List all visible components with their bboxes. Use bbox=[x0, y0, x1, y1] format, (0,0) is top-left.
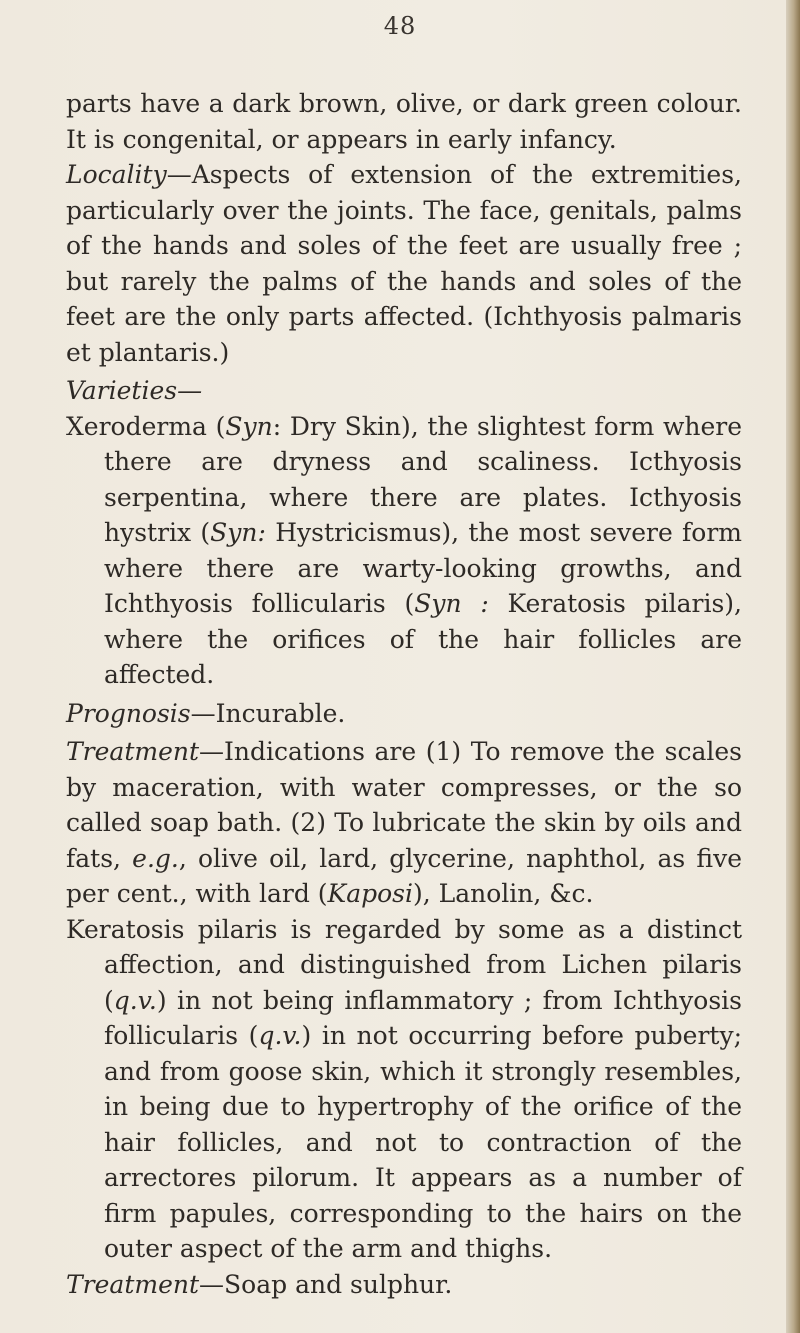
section-heading-prognosis: Prognosis bbox=[66, 698, 191, 728]
paragraph-text: parts have a dark brown, olive, or dark green colour. It is congenital, or appears in early infancy. bbox=[66, 89, 742, 154]
section-heading-varieties: Varieties— bbox=[66, 376, 203, 405]
paragraph-continuation bbox=[66, 86, 742, 157]
synonym-label: Syn bbox=[225, 411, 273, 441]
page-number: 48 bbox=[383, 12, 417, 40]
paragraph-treatment bbox=[66, 734, 742, 912]
synonym-label: Syn: bbox=[210, 518, 266, 547]
paragraph-text: ) in not occurring before puberty; and from goose skin, which it strongly resembles, in being due to hypertrophy of the orifice of the hair follicles, and not to contraction of the arrectores pilorum. It appears as a number of firm papules, corresponding to the hairs on the outer aspect of the arm and thighs. bbox=[104, 1021, 743, 1263]
section-heading-treatment: Treatment bbox=[66, 737, 200, 766]
section-heading-locality: Locality bbox=[66, 160, 167, 189]
paragraph-treatment-2 bbox=[66, 1267, 742, 1303]
paragraph-text: Hystricismus), the most severe form where there are warty-looking growths, and Ichthyosis follicularis ( bbox=[104, 518, 742, 618]
cross-reference: q.v. bbox=[113, 985, 157, 1015]
paragraph-locality bbox=[66, 157, 742, 370]
paragraph-text: ), Lanolin, &c. bbox=[413, 879, 594, 908]
paragraph-text: ) in not being inflammatory ; from Ichthyosis follicularis ( bbox=[104, 985, 742, 1050]
synonym-label: Syn : bbox=[414, 589, 489, 618]
abbreviation: e.g. bbox=[132, 843, 179, 873]
page-edge bbox=[786, 0, 800, 1333]
paragraph-varieties bbox=[42, 409, 742, 693]
paragraph-text: —Indications are (1) To remove the scales by maceration, with water compresses, or the so called soap bath. (2) To lubricate the skin by oils and fats, bbox=[66, 737, 742, 873]
page-text bbox=[66, 86, 742, 1302]
paragraph-text: Xeroderma ( bbox=[66, 411, 226, 441]
paragraph-varieties-heading bbox=[66, 373, 742, 409]
paragraph-text: : Dry Skin), the slightest form where there are dryness and scaliness. Icthyosis serpentina, where there are plates. Icthyosis hystrix ( bbox=[104, 411, 742, 547]
author-citation: Kaposi bbox=[327, 879, 413, 908]
paragraph-text: —Incurable. bbox=[190, 698, 346, 728]
paragraph-keratosis-pilaris bbox=[42, 912, 742, 1267]
paragraph-text: , olive oil, lard, glycerine, naphthol, as five per cent., with lard ( bbox=[66, 843, 742, 908]
section-heading-treatment: Treatment bbox=[66, 1269, 200, 1299]
paragraph-prognosis bbox=[66, 696, 742, 732]
paragraph-text: —Aspects of extension of the extremities, particularly over the joints. The face, genitals, palms of the hands and soles of the feet are usually free ; but rarely the palms of the hands and soles of the feet are the only parts affected. (Ichthyosis palmaris et plantaris.) bbox=[66, 160, 742, 367]
cross-reference: q.v. bbox=[258, 1021, 302, 1050]
paragraph-text: Keratosis pilaris is regarded by some as a distinct affection, and distinguished from Lichen pilaris ( bbox=[66, 914, 742, 1015]
paragraph-text: —Soap and sulphur. bbox=[199, 1269, 453, 1299]
paragraph-text: Keratosis pilaris), where the orifices of the hair follicles are affected. bbox=[104, 589, 742, 689]
